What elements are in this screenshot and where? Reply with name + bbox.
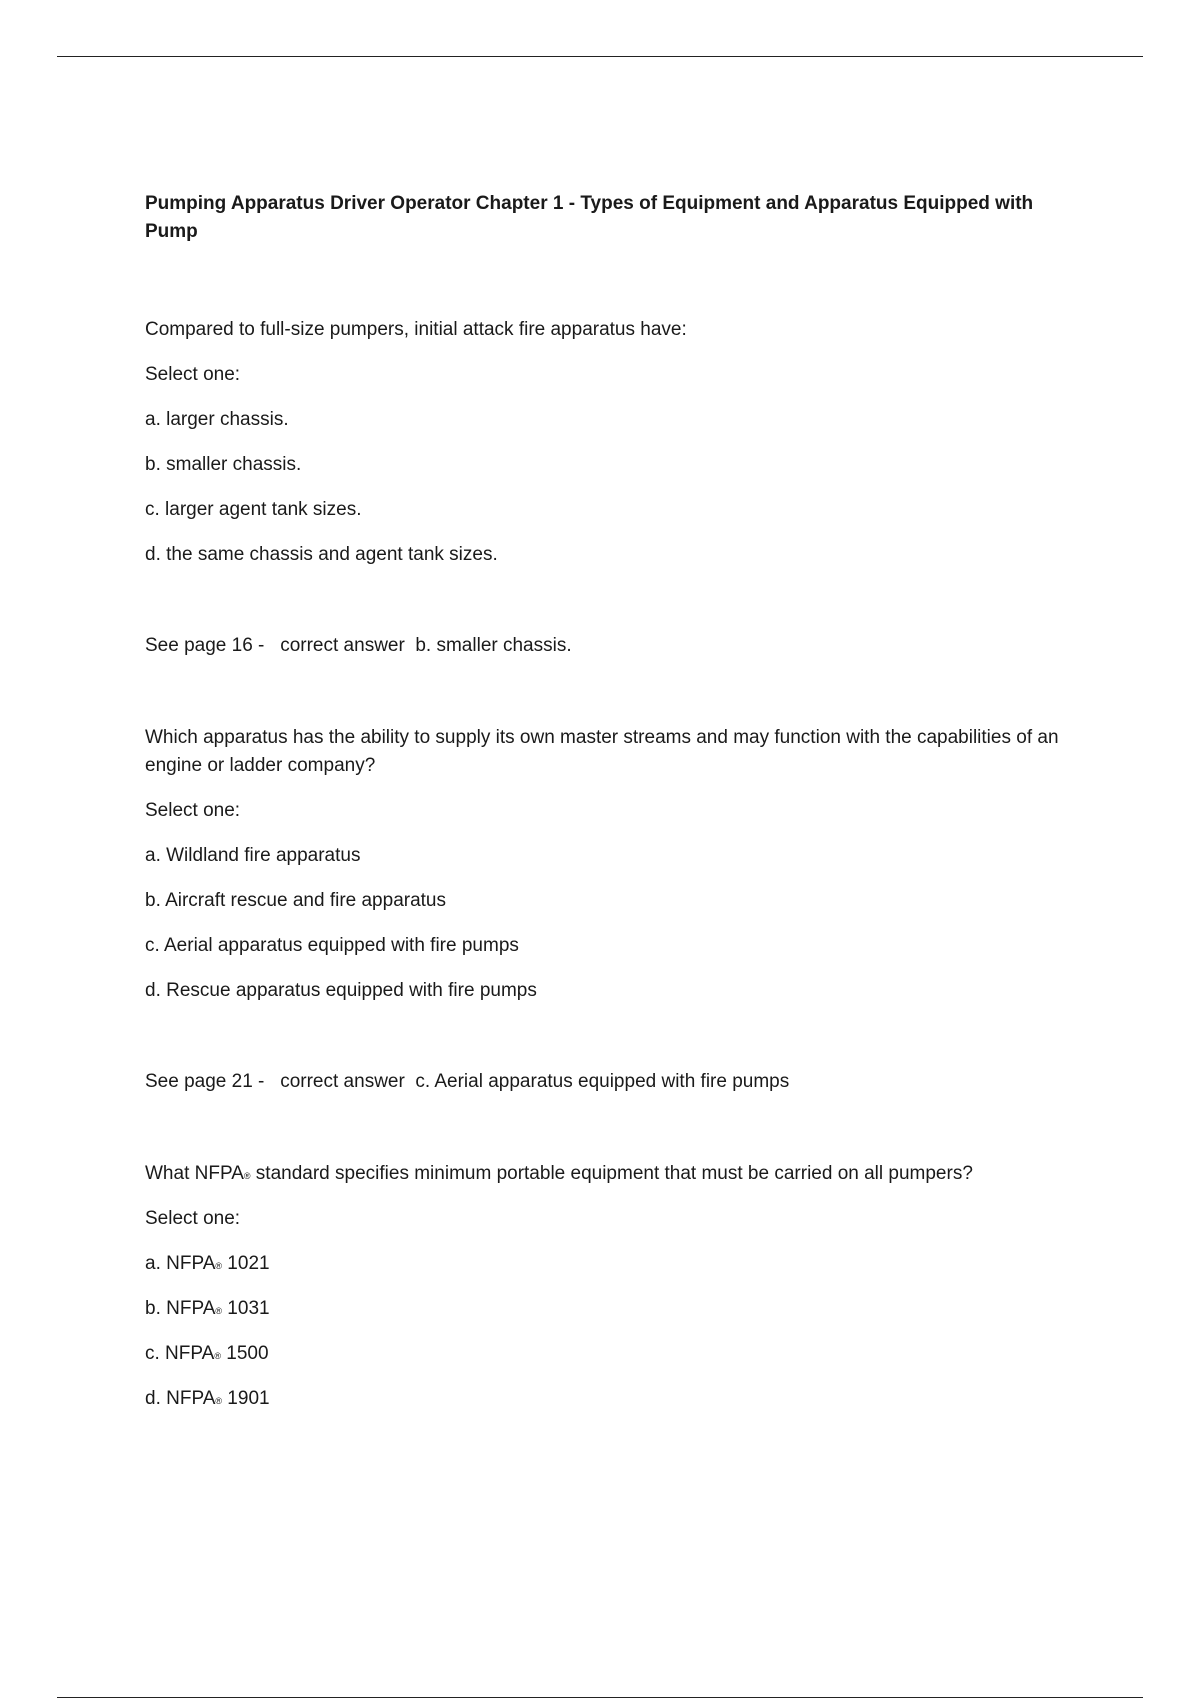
option-b-label: b. NFPA <box>145 1298 216 1319</box>
question-2-option-a: a. Wildland fire apparatus <box>145 845 361 866</box>
question-2-select-label: Select one: <box>145 800 241 821</box>
question-1-text: Compared to full-size pumpers, initial attack fire apparatus have: <box>145 319 687 340</box>
option-c-number: 1500 <box>220 1343 269 1364</box>
option-b-number: 1031 <box>222 1298 270 1319</box>
question-2-answer: See page 21 - correct answer c. Aerial apparatus equipped with fire pumps <box>145 1071 790 1092</box>
question-3-suffix: standard specifies minimum portable equipment that must be carried on all pumpers? <box>250 1163 973 1184</box>
question-1-select-label: Select one: <box>145 364 241 385</box>
registered-mark: ® <box>215 1306 223 1316</box>
question-3-text <box>145 1160 1085 1188</box>
question-1-option-c: c. larger agent tank sizes. <box>145 499 362 520</box>
question-3-select-label: Select one: <box>145 1208 241 1229</box>
question-1-answer: See page 16 - correct answer b. smaller chassis. <box>145 635 572 656</box>
option-a-number: 1021 <box>222 1253 270 1274</box>
question-2-text: Which apparatus has the ability to supply its own master streams and may function with the capabilities of an engine or ladder company? <box>145 727 1064 776</box>
document-title: Pumping Apparatus Driver Operator Chapter 1 - Types of Equipment and Apparatus Equipped with Pump <box>145 193 1034 242</box>
question-2-option-c: c. Aerial apparatus equipped with fire pumps <box>145 935 519 956</box>
registered-mark: ® <box>214 1351 221 1361</box>
registered-mark: ® <box>243 1171 251 1181</box>
header-rule <box>57 56 1143 57</box>
question-3-option-d <box>145 1385 1085 1413</box>
question-3-option-c <box>145 1340 1085 1368</box>
question-3-prefix: What NFPA <box>145 1163 244 1184</box>
registered-mark: ® <box>215 1396 223 1406</box>
footer-rule <box>57 1697 1143 1698</box>
question-1-option-d: d. the same chassis and agent tank sizes. <box>145 544 498 565</box>
question-1-option-b: b. smaller chassis. <box>145 454 302 475</box>
question-2-option-b: b. Aircraft rescue and fire apparatus <box>145 890 446 911</box>
option-d-number: 1901 <box>222 1388 270 1409</box>
question-2-option-d: d. Rescue apparatus equipped with fire pumps <box>145 980 537 1001</box>
question-3-option-a <box>145 1250 1085 1278</box>
registered-mark: ® <box>215 1261 223 1271</box>
option-c-label: c. NFPA <box>145 1343 215 1364</box>
question-1-option-a: a. larger chassis. <box>145 409 289 430</box>
document-body <box>145 190 1085 1413</box>
question-3-option-b <box>145 1295 1085 1323</box>
option-a-label: a. NFPA <box>145 1253 216 1274</box>
option-d-label: d. NFPA <box>145 1388 216 1409</box>
